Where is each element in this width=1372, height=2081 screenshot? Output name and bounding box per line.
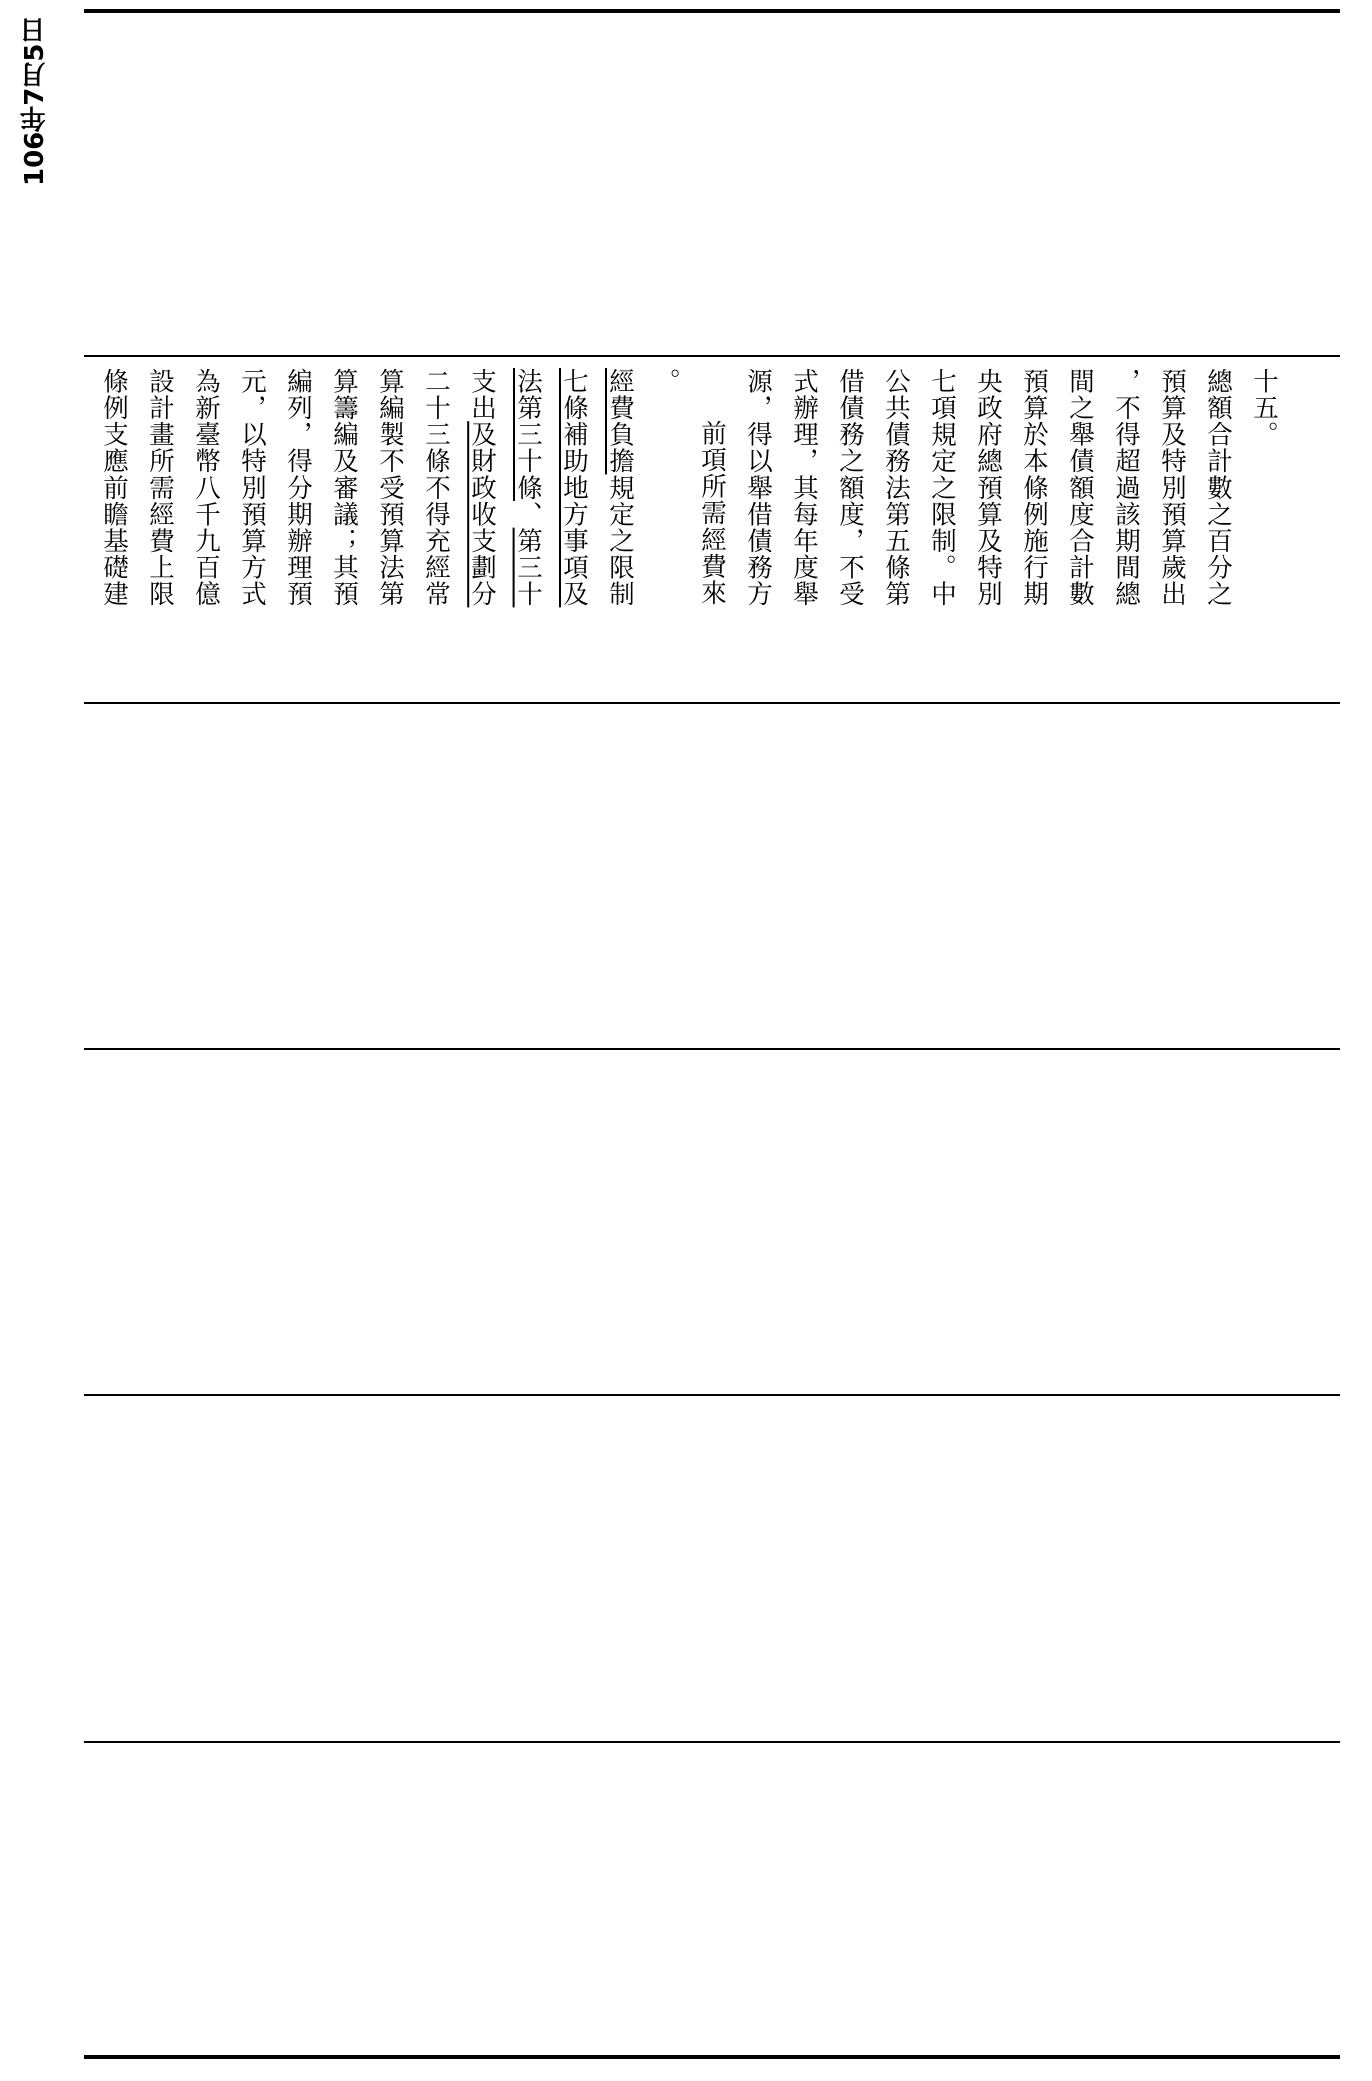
row-divider-1: [84, 355, 1340, 357]
article-text-block: [92, 368, 1332, 698]
row-divider-2: [84, 702, 1340, 704]
paragraph2-line-6: 七項規定之限制。中: [927, 368, 957, 608]
paragraph1-line-11: [552, 368, 596, 698]
top-border-line: [84, 9, 1340, 13]
paragraph2-line-11: 預算及特別預算歲出: [1157, 368, 1187, 608]
paragraph2-line-9: 間之舉債額度合計數: [1065, 368, 1095, 608]
paragraph1-line-7: 算編製不受預算法第: [375, 368, 405, 608]
paragraph2-line-8: 預算於本條例施行期: [1019, 368, 1049, 608]
bottom-border-line: [84, 2055, 1340, 2059]
row-divider-3: [84, 1048, 1340, 1050]
amended-text-underlined: 及財政收支劃分: [467, 421, 497, 608]
paragraph1-line-10-plain: 、: [513, 501, 543, 528]
row-divider-4: [84, 1394, 1340, 1396]
paragraph1-line-8: 二十三條不得充經常: [421, 368, 451, 608]
amended-text-underlined: 第三十: [513, 527, 543, 608]
paragraph1-line-2: 設計畫所需經費上限: [145, 368, 175, 608]
paragraph2-line-5: 公共債務法第五條第: [881, 368, 911, 608]
paragraph1-line-6: 算籌編及審議；其預: [329, 368, 359, 608]
paragraph2-line-13: 十五。: [1249, 368, 1279, 448]
paragraph2-line-7: 央政府總預算及特別: [973, 368, 1003, 608]
paragraph1-line-13: 。: [651, 368, 681, 395]
row-divider-5: [84, 1741, 1340, 1743]
paragraph2-line-10: ，不得超過該期間總: [1111, 368, 1141, 608]
paragraph2-line-12: 總額合計數之百分之: [1203, 368, 1233, 608]
amended-text-underlined: 經費負擔: [605, 368, 635, 475]
paragraph1-line-3: 為新臺幣八千九百億: [191, 368, 221, 608]
paragraph2-line-3: 式辦理，其每年度舉: [789, 368, 819, 608]
paragraph1-line-9: [460, 368, 504, 698]
paragraph1-line-1: 條例支應前瞻基礎建: [99, 368, 129, 608]
paragraph1-line-5: 編列，得分期辦理預: [283, 368, 313, 608]
paragraph1-line-9-plain: 支出: [467, 368, 497, 422]
paragraph1-line-12-plain: 規定之限制: [605, 474, 635, 608]
paragraph1-line-4: 元，以特別預算方式: [237, 368, 267, 608]
paragraph1-line-10: [506, 368, 550, 698]
paragraph2-line-2: 源，得以舉借債務方: [743, 368, 773, 608]
page-date-header: 106年7月5日: [20, 18, 50, 187]
paragraph1-line-12: [598, 368, 642, 698]
amended-text-underlined: 七條補助地方事項及: [559, 368, 589, 608]
amended-text-underlined: 法第三十條: [513, 368, 543, 501]
paragraph2-line-1: 前項所需經費來: [697, 420, 727, 607]
paragraph2-line-4: 借債務之額度，不受: [835, 368, 865, 608]
